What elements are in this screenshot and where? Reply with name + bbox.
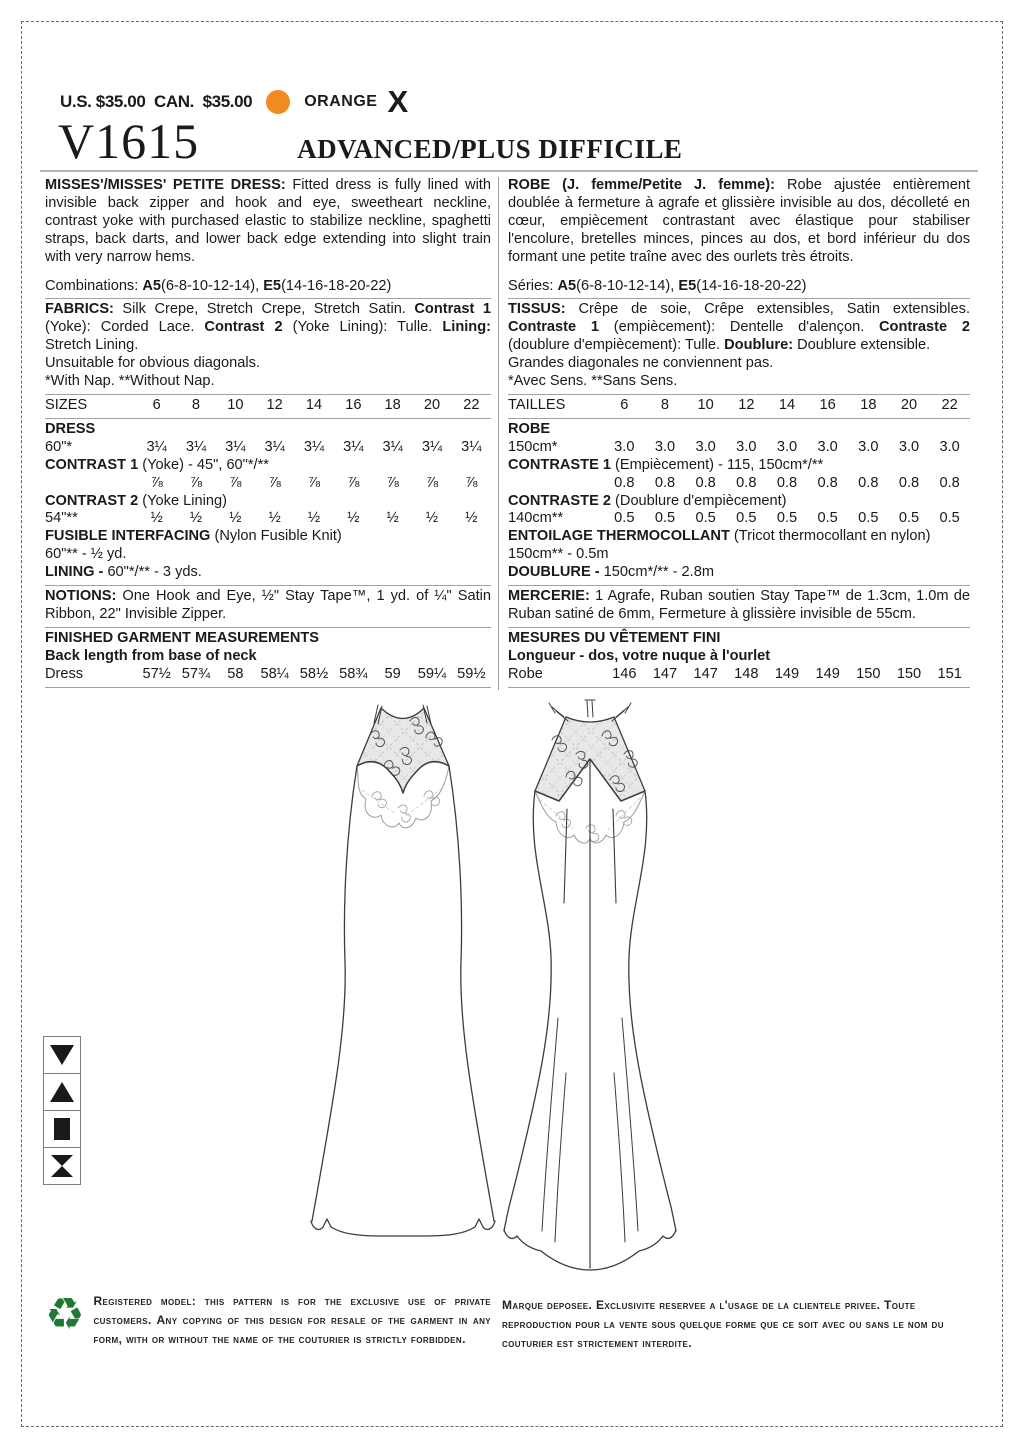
size-cell: ⅞ [347, 474, 360, 491]
size-cell: 0.8 [858, 474, 879, 491]
size-cell: 58½ [299, 665, 329, 682]
size-cell: 59¼ [417, 665, 447, 682]
row-values [604, 666, 970, 684]
sens-note: *Avec Sens. **Sans Sens. [508, 373, 678, 390]
size-cell: 3¼ [343, 438, 364, 455]
yardage-row-54 [45, 510, 491, 528]
layout-symbol-strip [43, 1037, 81, 1185]
section-rule [45, 687, 491, 688]
triangle-up-icon [43, 1073, 81, 1111]
header-divider [40, 170, 978, 172]
info-columns [45, 177, 978, 690]
nap-note: *With Nap. **Without Nap. [45, 373, 215, 390]
row-values [137, 475, 491, 493]
row-label [45, 475, 137, 493]
size-cell: ½ [425, 510, 439, 527]
robe-heading: ROBE [508, 420, 551, 437]
color-code-letter: X [387, 84, 409, 119]
row-label [508, 475, 604, 493]
size-cell: 3¼ [185, 438, 207, 455]
size-cell: 0.5 [776, 510, 798, 527]
size-cell: 18 [384, 396, 401, 413]
size-cell: 151 [937, 665, 962, 682]
fusible-amount: 60"** - ½ yd. [45, 546, 127, 563]
size-cell: 149 [774, 665, 800, 682]
difficulty-level: ADVANCED/PLUS DIFFICILE [297, 134, 683, 164]
size-cell: 148 [734, 665, 759, 682]
size-cell: 57½ [142, 665, 171, 682]
tailles-label: TAILLES [508, 396, 566, 413]
size-cell: 22 [463, 396, 480, 413]
section-rule [45, 585, 491, 586]
size-cell: 3.0 [776, 438, 798, 455]
longueur-heading: Longueur - dos, votre nuque à l'ourlet [508, 647, 771, 664]
size-cell: ⅞ [229, 474, 242, 491]
size-cell: 0.5 [614, 510, 635, 527]
yardage-row-60 [45, 439, 491, 457]
fabrics-en: FABRICS: Silk Crepe, Stretch Crepe, Stretch Satin. Contrast 1 (Yoke): Corded Lace. Contrast 2 (Yoke Lining): Tulle. Lining: Stretch Lining. [45, 301, 491, 354]
unsuitable-note: Unsuitable for obvious diagonals. [45, 355, 260, 372]
french-column [498, 177, 970, 690]
size-cell: 3¼ [421, 438, 443, 455]
size-cell: 14 [305, 396, 323, 413]
size-cell: 3.0 [736, 438, 757, 455]
row-label: Robe [508, 665, 543, 682]
header-title-row [58, 112, 958, 170]
legal-french-block [502, 1296, 973, 1353]
size-cell: 58 [227, 665, 244, 682]
size-cell: 0.8 [898, 474, 920, 491]
row-label: 60"* [45, 438, 73, 455]
tailles-values [604, 397, 970, 415]
row-values [604, 439, 970, 457]
size-cell: 147 [652, 665, 678, 682]
size-cell: 3¼ [146, 438, 167, 455]
row-label: Dress [45, 665, 84, 682]
section-rule [508, 687, 970, 688]
size-cell: 0.5 [695, 510, 716, 527]
size-cell: 10 [227, 396, 244, 413]
size-cell: 3.0 [614, 438, 635, 455]
size-cell: 0.5 [858, 510, 879, 527]
section-rule [45, 418, 491, 419]
row-values [137, 439, 491, 457]
section-rule [508, 418, 970, 419]
yardage-row-contrast1 [45, 475, 491, 493]
size-cell: 150 [856, 665, 881, 682]
size-cell: ⅞ [425, 474, 439, 491]
legal-text-fr: Marque deposee. Exclusivite reservee a l'usage de la clientele privee. Toute reproduction pour la vente sous quelque forme que ce soit avec ou sans le nom du couturier est strictement interdite. [502, 1298, 944, 1350]
row-values [137, 510, 491, 528]
size-cell: ½ [150, 510, 163, 527]
mercerie-fr: MERCERIE: 1 Agrafe, Ruban soutien Stay Tape™ de 1.3cm, 1.0m de Ruban satiné de 6mm, Fermeture à glissière invisible de 55cm. [508, 588, 970, 622]
pattern-number: V1615 [58, 113, 200, 169]
size-cell: 3¼ [264, 438, 285, 455]
size-cell: 0.8 [695, 474, 716, 491]
dress-heading: DRESS [45, 420, 96, 437]
size-cell: 149 [815, 665, 840, 682]
size-cell: 6 [620, 396, 629, 413]
size-cell: ½ [189, 510, 203, 527]
size-cell: 20 [423, 396, 441, 413]
size-cell: 3.0 [817, 438, 838, 455]
size-cell: ½ [268, 510, 281, 527]
section-rule [508, 298, 970, 299]
section-rule [508, 627, 970, 628]
sizes-values [137, 397, 491, 415]
row-label: 150cm* [508, 438, 558, 455]
size-cell: 0.8 [776, 474, 798, 491]
size-cell: 58¼ [260, 665, 289, 682]
sizes-label: SIZES [45, 396, 88, 413]
size-cell: 18 [860, 396, 877, 413]
section-rule [45, 627, 491, 628]
notions-en: NOTIONS: One Hook and Eye, ½" Stay Tape™, 1 yd. of ¼" Satin Ribbon, 22" Invisible Zipper. [45, 588, 491, 622]
dress-back-view [504, 700, 676, 1270]
size-cell: 0.5 [939, 510, 960, 527]
size-cell: ⅞ [386, 474, 399, 491]
size-cell: 3¼ [303, 438, 325, 455]
row-label: 140cm** [508, 510, 564, 527]
size-cell: ½ [465, 510, 478, 527]
size-cell: 3¼ [382, 438, 403, 455]
size-cell: 146 [612, 665, 637, 682]
size-cell: 8 [660, 396, 670, 413]
description-fr: ROBE (J. femme/Petite J. femme): Robe ajustée entièrement doublée à fermeture à agrafe et glissière invisible au dos, décolleté en cœur, empiècement contrastant avec élastique pour stabiliser l'encolure, bretelles minces, pinces au dos, et bord inférieur du dos formant une petite traîne avec des ourlets très étroits. [508, 177, 970, 265]
legal-text-en: Registered model: this pattern is for the exclusive use of private customers. Any copying of this design for resale of the garment in any form, with or without the name of the couturier is strictly forbidden. [93, 1294, 491, 1346]
size-cell: 20 [900, 396, 918, 413]
finished-measurements-heading: FINISHED GARMENT MEASUREMENTS [45, 629, 320, 646]
triangle-down-icon [43, 1036, 81, 1074]
size-cell: 58¾ [339, 665, 368, 682]
size-cell: 10 [697, 396, 714, 413]
row-values [604, 475, 970, 493]
rectangle-icon [43, 1110, 81, 1148]
size-cell: 59½ [457, 665, 486, 682]
size-cell: ⅞ [268, 474, 281, 491]
row-label: 54"** [45, 510, 78, 527]
metrage-row-150 [508, 439, 970, 457]
size-cell: ½ [347, 510, 360, 527]
size-cell: ½ [386, 510, 399, 527]
combinations-en: Combinations: A5(6-8-10-12-14), E5(14-16-18-20-22) [45, 277, 392, 294]
finished-robe-row [508, 666, 970, 684]
entoilage-amount: 150cm** - 0.5m [508, 546, 609, 563]
size-cell: 0.8 [654, 474, 676, 491]
series-fr: Séries: A5(6-8-10-12-14), E5(14-16-18-20-22) [508, 277, 807, 294]
size-cell: 0.8 [817, 474, 838, 491]
size-cell: 147 [693, 665, 718, 682]
dress-technical-drawing [280, 695, 700, 1285]
size-cell: 8 [191, 396, 201, 413]
size-cell: 12 [738, 396, 755, 413]
size-cell: 3.0 [898, 438, 920, 455]
size-cell: 0.8 [736, 474, 757, 491]
size-cell: 12 [266, 396, 283, 413]
finished-dress-row [45, 666, 491, 684]
size-cell: 16 [819, 396, 836, 413]
recycle-icon: ♻ [45, 1289, 85, 1340]
size-cell: 0.8 [939, 474, 960, 491]
size-cell: 6 [152, 396, 161, 413]
size-cell: ½ [229, 510, 242, 527]
size-cell: ⅞ [150, 474, 163, 491]
size-cell: 22 [941, 396, 958, 413]
size-cell: 3¼ [225, 438, 246, 455]
row-values [137, 666, 491, 684]
color-name: ORANGE [304, 92, 378, 110]
price-text: U.S. $35.00 CAN. $35.00 [60, 91, 253, 111]
metrage-row-140 [508, 510, 970, 528]
lining-line: LINING - 60"*/** - 3 yds. [45, 564, 202, 581]
orange-dot-icon [266, 90, 290, 114]
size-cell: 3.0 [654, 438, 676, 455]
size-cell: 16 [345, 396, 362, 413]
size-cell: 0.5 [654, 510, 676, 527]
size-cell: 57¾ [181, 665, 211, 682]
size-cell: 3.0 [695, 438, 716, 455]
contrast1-heading: CONTRAST 1 (Yoke) - 45", 60"*/** [45, 456, 269, 473]
tissus-fr: TISSUS: Crêpe de soie, Crêpe extensibles, Satin extensibles. Contraste 1 (empiècement): Dentelle d'alençon. Contraste 2 (doublure d'empiècement): Tulle. Doublure: Doublure extensible. [508, 301, 971, 354]
section-rule [508, 585, 970, 586]
hourglass-icon [43, 1147, 81, 1185]
size-cell: 0.5 [736, 510, 757, 527]
sizes-header-row [45, 397, 491, 415]
tailles-header-row [508, 397, 970, 415]
size-cell: 3.0 [939, 438, 960, 455]
legal-english-block [45, 1289, 491, 1349]
size-cell: 0.8 [614, 474, 635, 491]
size-cell: 14 [778, 396, 796, 413]
contrast2-heading: CONTRAST 2 (Yoke Lining) [45, 492, 227, 509]
dress-front-view [311, 705, 495, 1236]
section-rule [45, 394, 491, 395]
size-cell: 3¼ [461, 438, 482, 455]
grandes-note: Grandes diagonales ne conviennent pas. [508, 355, 774, 372]
size-cell: 0.5 [898, 510, 920, 527]
doublure-line: DOUBLURE - 150cm*/** - 2.8m [508, 564, 714, 581]
size-cell: ½ [307, 510, 321, 527]
size-cell: ⅞ [189, 474, 203, 491]
size-cell: ⅞ [465, 474, 478, 491]
size-cell: 150 [896, 665, 922, 682]
size-cell: 59 [384, 665, 401, 682]
back-length-heading: Back length from base of neck [45, 647, 257, 664]
size-cell: 3.0 [858, 438, 879, 455]
english-column [45, 177, 498, 690]
section-rule [45, 298, 491, 299]
description-en: MISSES'/MISSES' PETITE DRESS: Fitted dress is fully lined with invisible back zipper and hook and eye, sweetheart neckline, contrast yoke with purchased elastic to stabilize neckline, spaghetti straps, back darts, and lower back edge extending into slight train with very narrow hems. [45, 177, 491, 265]
fusible-heading: FUSIBLE INTERFACING (Nylon Fusible Knit) [45, 528, 342, 545]
contraste1-heading: CONTRASTE 1 (Empiècement) - 115, 150cm*/** [508, 456, 824, 473]
contraste2-heading: CONTRASTE 2 (Doublure d'empiècement) [508, 492, 787, 509]
metrage-row-contraste1 [508, 475, 970, 493]
row-values [604, 510, 970, 528]
mesures-heading: MESURES DU VÊTEMENT FINI [508, 629, 721, 646]
size-cell: 0.5 [817, 510, 838, 527]
entoilage-heading: ENTOILAGE THERMOCOLLANT (Tricot thermocollant en nylon) [508, 528, 931, 545]
size-cell: ⅞ [307, 474, 321, 491]
section-rule [508, 394, 970, 395]
